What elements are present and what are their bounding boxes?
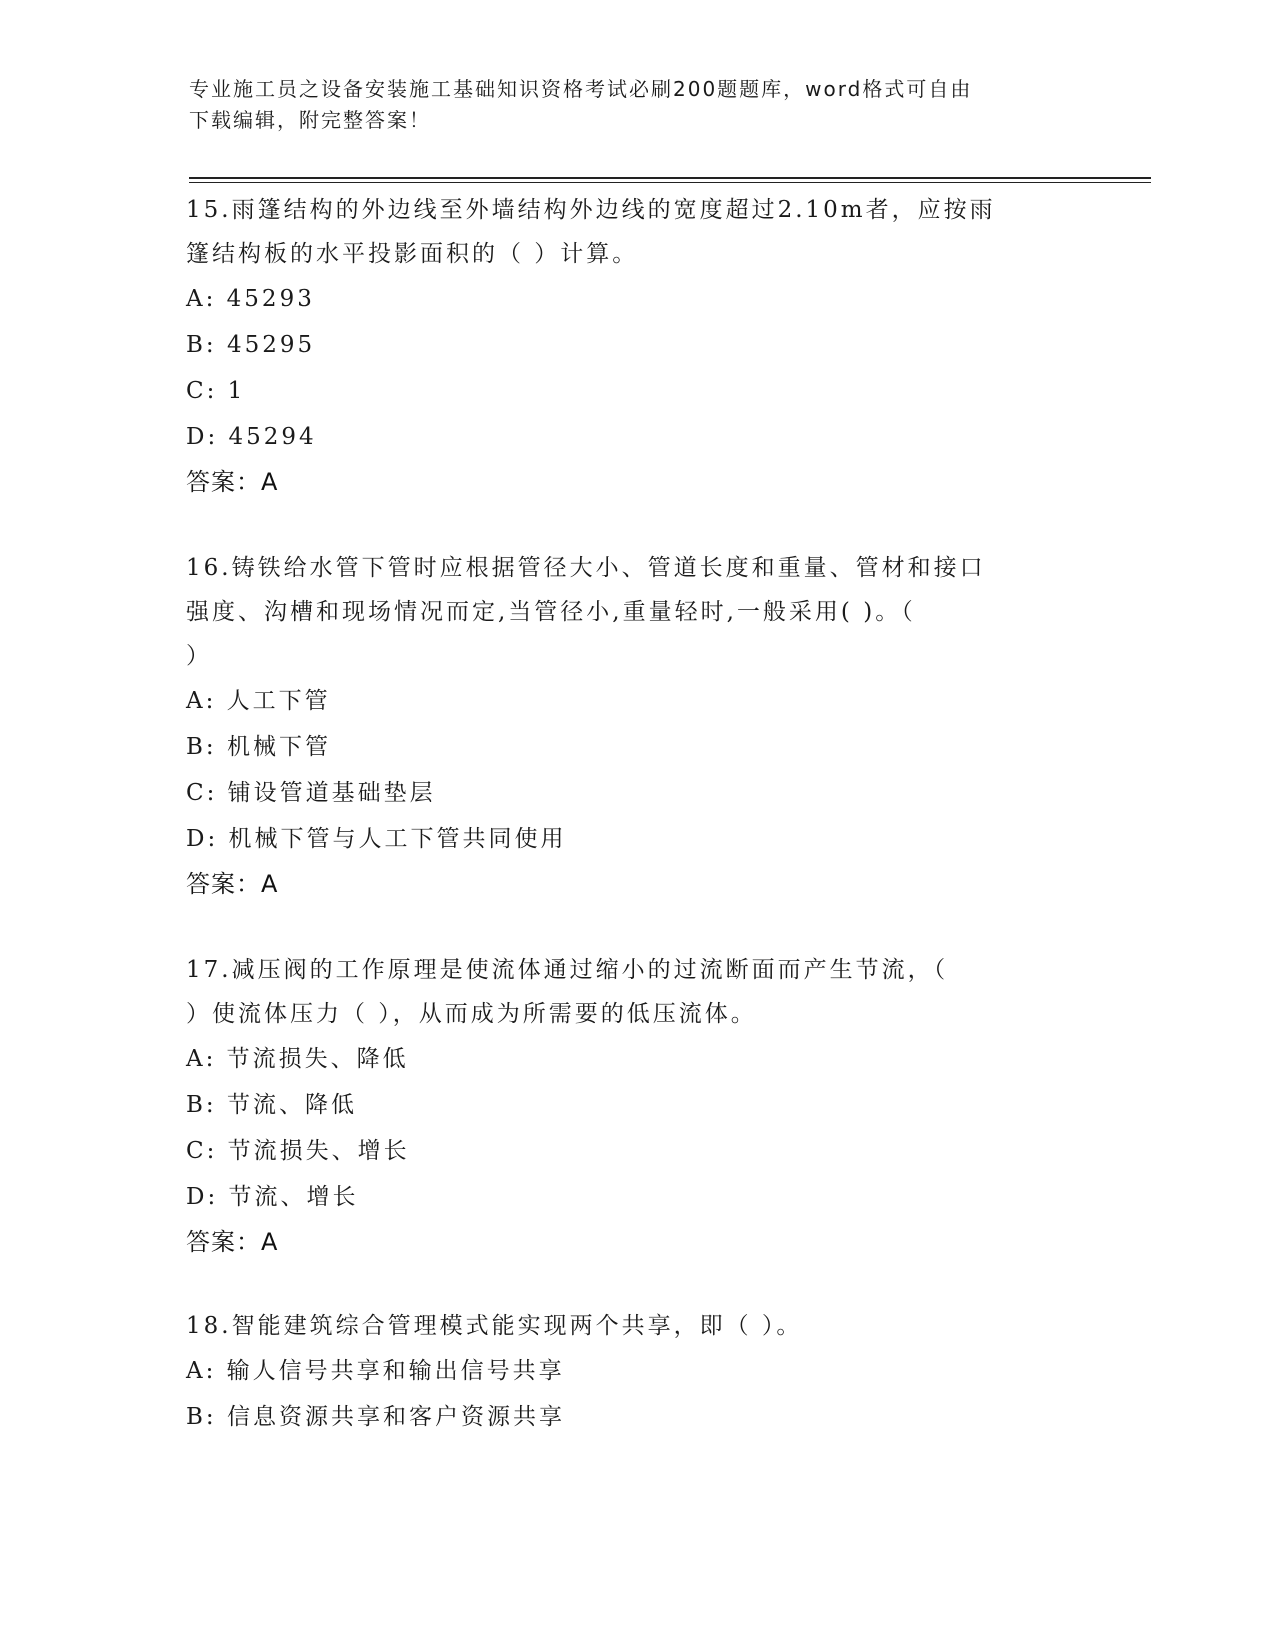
option-a: A: 输人信号共享和输出信号共享	[186, 1358, 565, 1384]
document-header	[189, 74, 1069, 136]
option-a: A: 节流损失、降低	[186, 1046, 409, 1072]
option-a: A: 人工下管	[186, 688, 331, 714]
header-divider-thin	[189, 182, 1151, 183]
answer-label: 答案：A	[186, 468, 279, 496]
question-16	[186, 546, 1086, 906]
question-text-line: 17.减压阀的工作原理是使流体通过缩小的过流断面而产生节流，（	[186, 957, 949, 983]
header-divider-thick	[189, 177, 1151, 179]
option-d: D: 45294	[186, 424, 317, 450]
option-c: C: 节流损失、增长	[186, 1138, 410, 1164]
question-text-line: ）	[186, 643, 212, 669]
question-text-line: 篷结构板的水平投影面积的（ ）计算。	[186, 241, 639, 267]
question-text-line: ）使流体压力（ ），从而成为所需要的低压流体。	[186, 1001, 757, 1027]
option-b: B: 节流、降低	[186, 1092, 357, 1118]
question-15	[186, 188, 1086, 504]
option-d: D: 机械下管与人工下管共同使用	[186, 826, 567, 852]
option-c: C: 铺设管道基础垫层	[186, 780, 436, 806]
option-b: B: 机械下管	[186, 734, 331, 760]
option-c: C: 1	[186, 378, 246, 404]
question-text-line: 18.智能建筑综合管理模式能实现两个共享，即（ ）。	[186, 1313, 803, 1339]
question-17	[186, 948, 1086, 1264]
option-b: B: 信息资源共享和客户资源共享	[186, 1404, 565, 1430]
header-line-2: 下载编辑，附完整答案！	[189, 108, 431, 132]
answer-label: 答案：A	[186, 870, 279, 898]
option-a: A: 45293	[186, 286, 315, 312]
question-text-line: 强度、沟槽和现场情况而定,当管径小,重量轻时,一般采用( )。（	[186, 599, 916, 625]
option-b: B: 45295	[186, 332, 316, 358]
option-d: D: 节流、增长	[186, 1184, 359, 1210]
question-18	[186, 1304, 1086, 1440]
header-line-1: 专业施工员之设备安装施工基础知识资格考试必刷200题题库，word格式可自由	[189, 77, 973, 101]
question-text-line: 15.雨篷结构的外边线至外墙结构外边线的宽度超过2.10m者，应按雨	[186, 197, 996, 223]
question-text-line: 16.铸铁给水管下管时应根据管径大小、管道长度和重量、管材和接口	[186, 555, 986, 581]
answer-label: 答案：A	[186, 1228, 279, 1256]
